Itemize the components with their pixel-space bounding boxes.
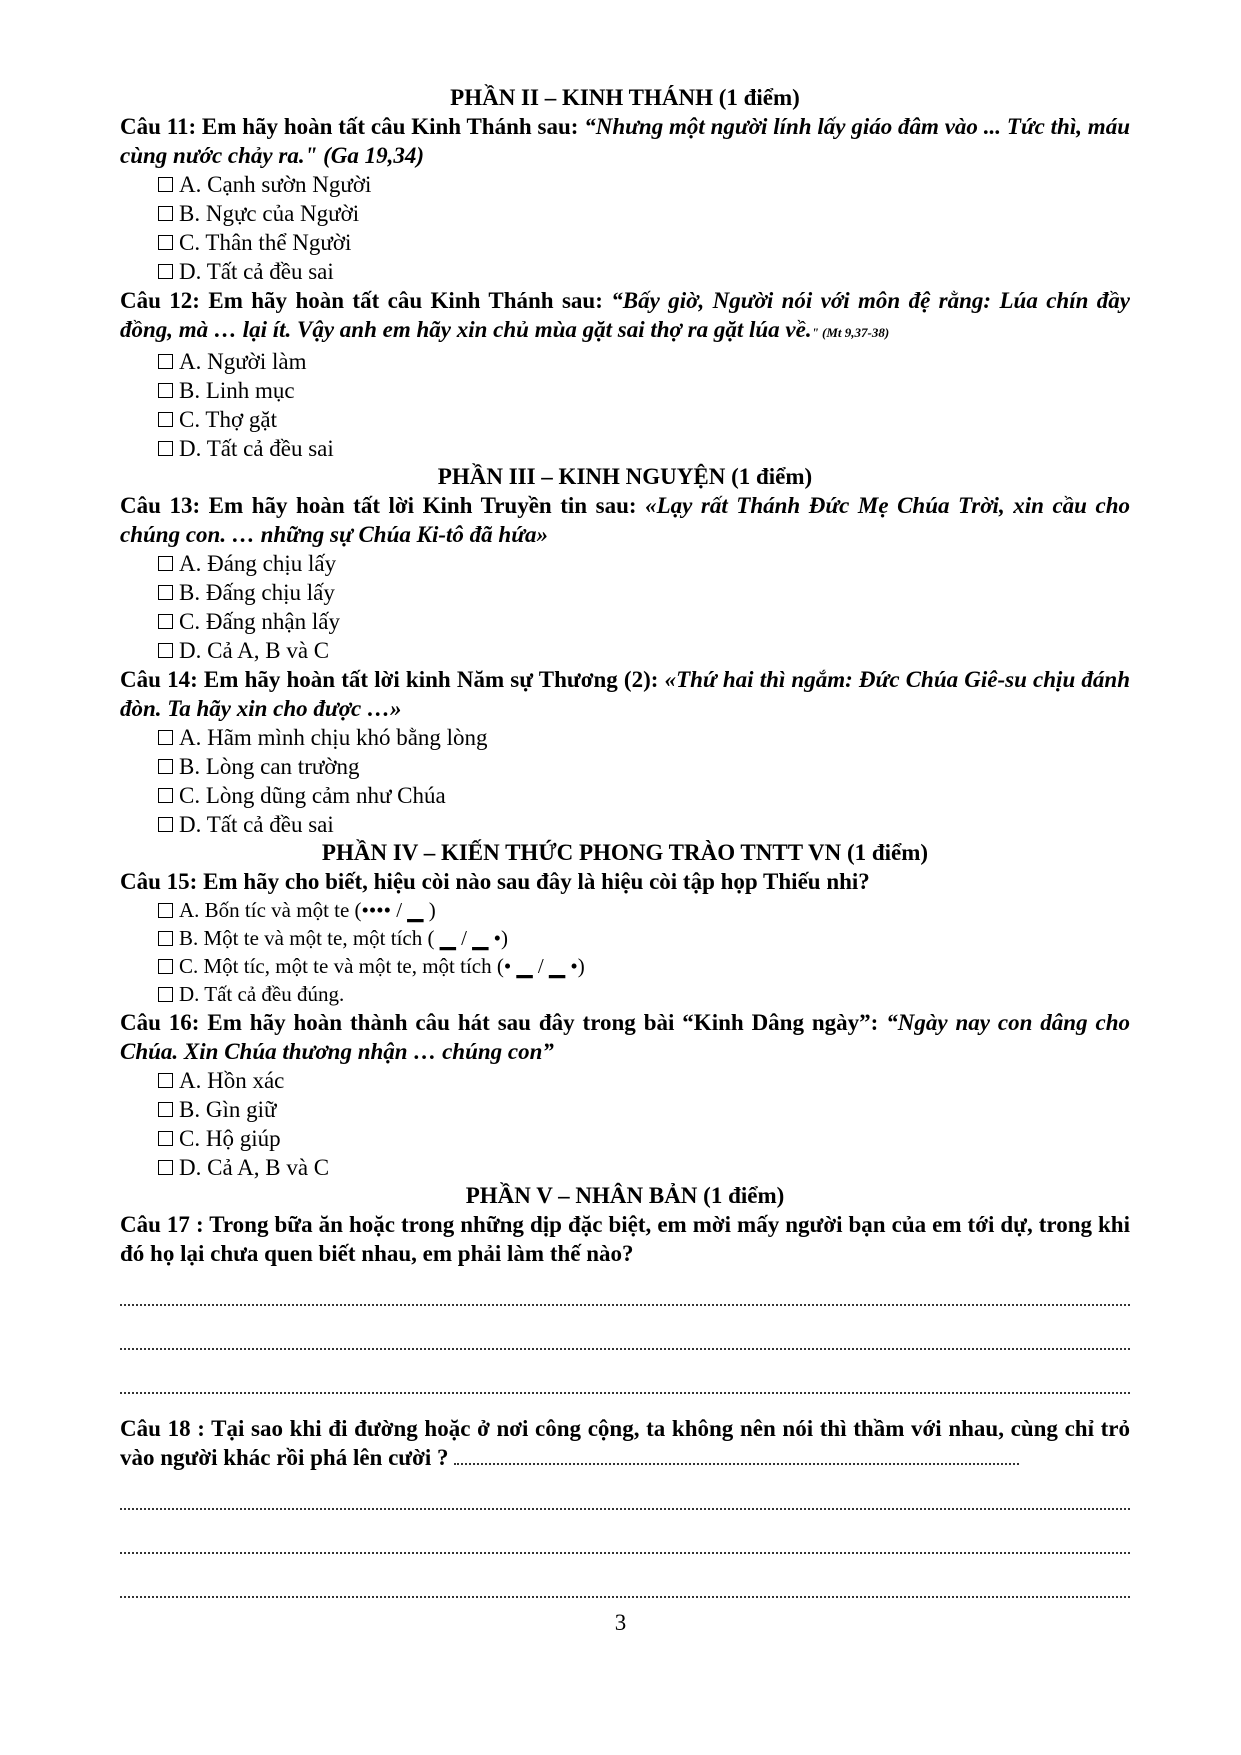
checkbox-icon[interactable] — [158, 264, 173, 279]
section-2-title: PHẦN II – KINH THÁNH (1 điểm) — [450, 85, 800, 110]
checkbox-icon[interactable] — [158, 354, 173, 369]
checkbox-icon[interactable] — [158, 556, 173, 571]
question-13-options — [158, 549, 1130, 665]
option[interactable]: D. Cả A, B và C — [158, 1153, 1130, 1182]
option[interactable]: A. Hồn xác — [158, 1066, 1130, 1095]
checkbox-icon[interactable] — [158, 931, 173, 946]
checkbox-icon[interactable] — [158, 1160, 173, 1175]
checkbox-icon[interactable] — [158, 412, 173, 427]
question-14: Câu 14: Em hãy hoàn tất lời kinh Năm sự Thương (2): «Thứ hai thì ngắm: Đức Chúa Giê-su chịu đánh đòn. Ta hãy xin cho được …» — [120, 667, 1130, 721]
option[interactable]: A. Hãm mình chịu khó bằng lòng — [158, 723, 1130, 752]
question-16-options — [158, 1066, 1130, 1182]
checkbox-icon[interactable] — [158, 987, 173, 1002]
question-11-options — [158, 170, 1130, 286]
checkbox-icon[interactable] — [158, 959, 173, 974]
question-14-options — [158, 723, 1130, 839]
question-12-options — [158, 347, 1130, 463]
checkbox-icon[interactable] — [158, 1073, 173, 1088]
exam-page — [120, 84, 1130, 1604]
option[interactable]: B. Một te và một te, một tích ( ▁ / ▁ •) — [158, 924, 1130, 952]
checkbox-icon[interactable] — [158, 1102, 173, 1117]
checkbox-icon[interactable] — [158, 759, 173, 774]
checkbox-icon[interactable] — [158, 903, 173, 918]
question-17: Câu 17 : Trong bữa ăn hoặc trong những dịp đặc biệt, em mời mấy người bạn của em tới dự, trong khi đó họ lại chưa quen biết nhau, em phải làm thế nào? — [120, 1212, 1130, 1266]
answer-line[interactable] — [120, 1472, 1130, 1516]
option[interactable]: A. Bốn tíc và một te (•••• / ▁ ) — [158, 896, 1130, 924]
question-18: Câu 18 : Tại sao khi đi đường hoặc ở nơi công cộng, ta không nên nói thì thầm với nhau, cùng chỉ trỏ vào người khác rồi phá lên cười ? — [120, 1416, 1130, 1470]
answer-line[interactable] — [120, 1312, 1130, 1356]
option[interactable]: D. Tất cả đều sai — [158, 810, 1130, 839]
option[interactable]: D. Tất cả đều sai — [158, 434, 1130, 463]
question-11: Câu 11: Em hãy hoàn tất câu Kinh Thánh sau: “Nhưng một người lính lấy giáo đâm vào ... Tức thì, máu cùng nước chảy ra." (Ga 19,34) — [120, 114, 1130, 168]
option[interactable]: D. Cả A, B và C — [158, 636, 1130, 665]
option[interactable]: C. Hộ giúp — [158, 1124, 1130, 1153]
checkbox-icon[interactable] — [158, 788, 173, 803]
checkbox-icon[interactable] — [158, 383, 173, 398]
question-15-options — [158, 896, 1130, 1008]
option[interactable]: C. Thợ gặt — [158, 405, 1130, 434]
option[interactable]: C. Đấng nhận lấy — [158, 607, 1130, 636]
checkbox-icon[interactable] — [158, 235, 173, 250]
answer-line[interactable] — [120, 1516, 1130, 1560]
checkbox-icon[interactable] — [158, 177, 173, 192]
question-16: Câu 16: Em hãy hoàn thành câu hát sau đây trong bài “Kinh Dâng ngày”: “Ngày nay con dâng cho Chúa. Xin Chúa thương nhận … chúng con” — [120, 1010, 1130, 1064]
answer-line[interactable] — [120, 1268, 1130, 1312]
page-number: 3 — [614, 1610, 627, 1635]
option[interactable]: A. Cạnh sườn Người — [158, 170, 1130, 199]
checkbox-icon[interactable] — [158, 585, 173, 600]
option[interactable]: B. Ngực của Người — [158, 199, 1130, 228]
option[interactable]: D. Tất cả đều đúng. — [158, 980, 1130, 1008]
answer-line[interactable] — [120, 1356, 1130, 1400]
question-13: Câu 13: Em hãy hoàn tất lời Kinh Truyền tin sau: «Lạy rất Thánh Đức Mẹ Chúa Trời, xin cầu cho chúng con. … những sự Chúa Ki-tô đã hứa» — [120, 493, 1131, 547]
option[interactable]: B. Đấng chịu lấy — [158, 578, 1130, 607]
option[interactable]: C. Một tíc, một te và một te, một tích (• ▁ / ▁ •) — [158, 952, 1130, 980]
checkbox-icon[interactable] — [158, 1131, 173, 1146]
checkbox-icon[interactable] — [158, 614, 173, 629]
section-4-title: PHẦN IV – KIẾN THỨC PHONG TRÀO TNTT VN (1 điểm) — [321, 840, 929, 865]
option[interactable]: B. Linh mục — [158, 376, 1130, 405]
option[interactable]: D. Tất cả đều sai — [158, 257, 1130, 286]
checkbox-icon[interactable] — [158, 206, 173, 221]
option[interactable]: C. Lòng dũng cảm như Chúa — [158, 781, 1130, 810]
section-5-title: PHẦN V – NHÂN BẢN (1 điểm) — [465, 1183, 785, 1208]
option[interactable]: C. Thân thể Người — [158, 228, 1130, 257]
question-12: Câu 12: Em hãy hoàn tất câu Kinh Thánh sau: “Bấy giờ, Người nói với môn đệ rằng: Lúa chín đầy đồng, mà … lại ít. Vậy anh em hãy xin chủ mùa gặt sai thợ ra gặt lúa về." (Mt 9,37-38) — [120, 288, 1130, 342]
option[interactable]: A. Người làm — [158, 347, 1130, 376]
question-15: Câu 15: Em hãy cho biết, hiệu còi nào sau đây là hiệu còi tập họp Thiếu nhi? — [120, 869, 870, 894]
section-3-title: PHẦN III – KINH NGUYỆN (1 điểm) — [437, 464, 813, 489]
option[interactable]: A. Đáng chịu lấy — [158, 549, 1130, 578]
checkbox-icon[interactable] — [158, 441, 173, 456]
answer-line[interactable] — [454, 1462, 1019, 1465]
option[interactable]: B. Lòng can trường — [158, 752, 1130, 781]
answer-line[interactable] — [120, 1560, 1130, 1604]
checkbox-icon[interactable] — [158, 643, 173, 658]
checkbox-icon[interactable] — [158, 817, 173, 832]
option[interactable]: B. Gìn giữ — [158, 1095, 1130, 1124]
checkbox-icon[interactable] — [158, 730, 173, 745]
